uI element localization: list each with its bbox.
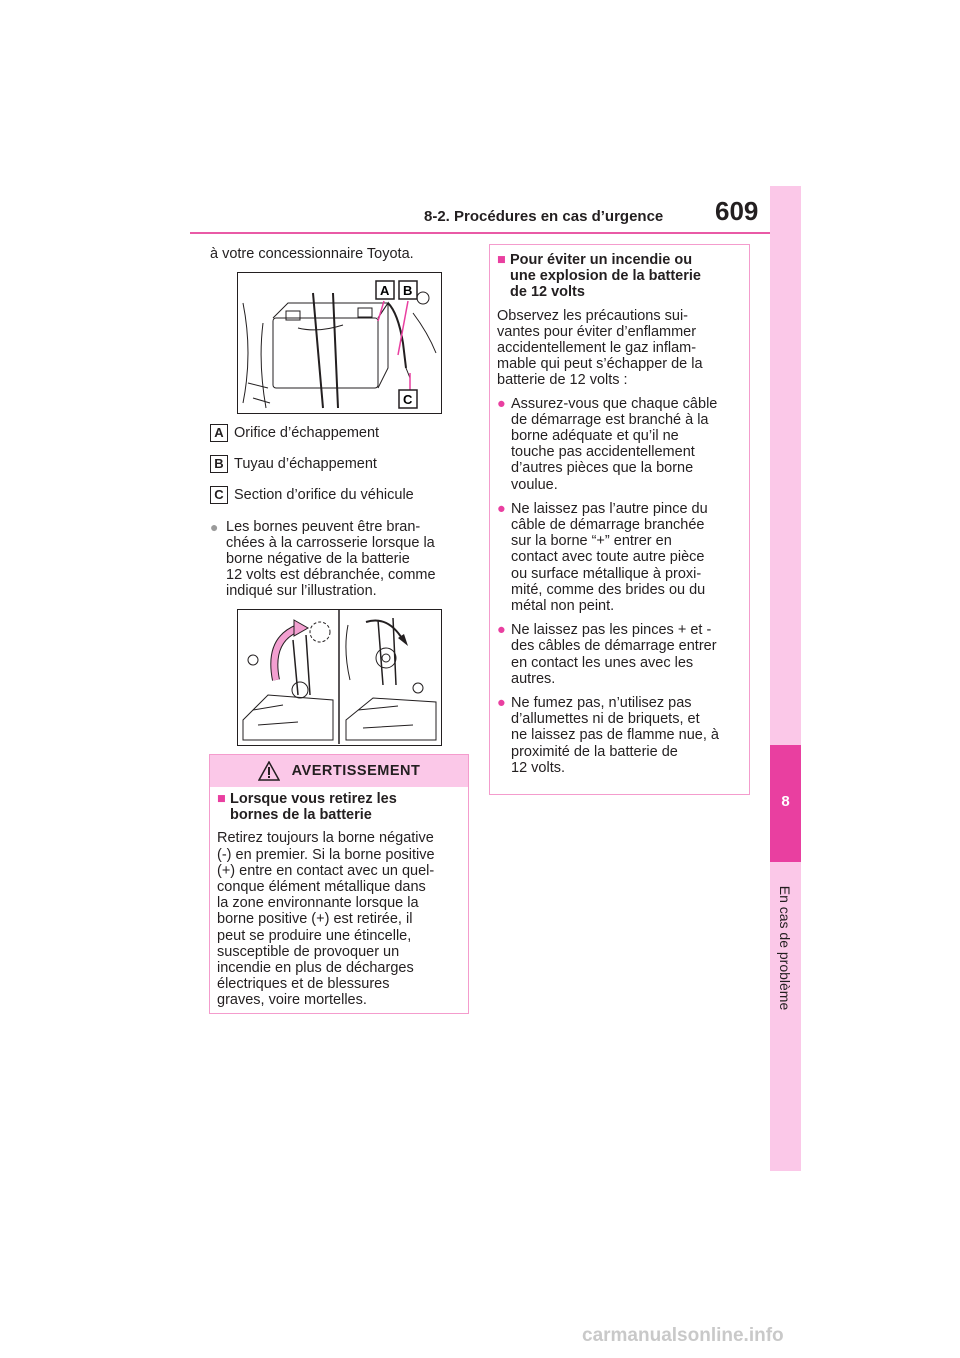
warning-line: la zone environnante lorsque la xyxy=(217,895,419,912)
subheading-line: Lorsque vous retirez les xyxy=(230,791,397,807)
fire-prevention-box xyxy=(489,244,750,795)
legend-letter-b: B xyxy=(210,455,228,473)
warning-line: Retirez toujours la borne négative xyxy=(217,830,434,847)
precaution-line: d’autres pièces que la borne xyxy=(511,460,694,477)
bullet-line: indiqué sur l’illustration. xyxy=(226,583,377,599)
battery-exhaust-illustration xyxy=(237,272,442,414)
warning-text xyxy=(217,830,460,1008)
chapter-label: En cas de problème xyxy=(777,885,793,1011)
precaution-line: touche pas accidentellement xyxy=(511,444,695,461)
bullet-text xyxy=(226,519,436,599)
intro-text: à votre concessionnaire Toyota. xyxy=(210,246,414,262)
precaution-line: proximité de la batterie de xyxy=(511,743,678,760)
precaution-line: Ne laissez pas les pinces + et - xyxy=(511,622,712,639)
warning-line: (+) entre en contact avec un quel- xyxy=(217,862,435,879)
legend-item-a xyxy=(210,424,379,442)
precaution-line: métal non peint. xyxy=(511,598,615,615)
precaution-item xyxy=(497,695,741,776)
pink-dot-icon: ● xyxy=(497,622,506,639)
warning-line: conque élément métallique dans xyxy=(217,879,426,896)
legend-text-b: Tuyau d’échappement xyxy=(234,456,377,472)
precaution-item xyxy=(497,622,741,687)
precaution-item xyxy=(497,396,741,493)
warning-title: AVERTISSEMENT xyxy=(291,763,421,779)
precaution-line: contact avec toute autre pièce xyxy=(511,549,705,566)
legend-text-c: Section d’orifice du véhicule xyxy=(234,487,414,503)
chapter-label-tab xyxy=(770,880,801,1030)
legend-text-a: Orifice d’échappement xyxy=(234,425,380,441)
warning-line: peut se produire une étincelle, xyxy=(217,927,412,944)
subheading-line: de 12 volts xyxy=(510,284,585,301)
warning-subheading xyxy=(217,791,460,823)
pink-dot-icon: ● xyxy=(497,500,506,517)
precaution-line: ne laissez pas de flamme nue, à xyxy=(511,727,719,744)
page-number: 609 xyxy=(715,196,759,226)
pink-dot-icon: ● xyxy=(497,695,506,712)
terminal-connection-drawing xyxy=(238,610,440,744)
warning-line: incendie en plus de décharges xyxy=(217,960,414,977)
bullet-line: 12 volts est débranchée, comme xyxy=(226,567,436,583)
bullet-dot-icon: ● xyxy=(210,519,219,535)
warning-triangle-icon xyxy=(258,761,280,781)
warning-box xyxy=(209,754,469,1014)
precaution-line: câble de démarrage branchée xyxy=(511,517,705,534)
warning-line: borne positive (+) est retirée, il xyxy=(217,911,413,928)
bullet-item xyxy=(210,519,460,599)
bullet-line: Les bornes peuvent être bran- xyxy=(226,519,421,535)
square-bullet-icon: ■ xyxy=(217,791,226,807)
terminal-connection-illustration xyxy=(237,609,442,746)
precaution-line: Ne fumez pas, n’utilisez pas xyxy=(511,695,692,712)
precaution-line: sur la borne “+” entrer en xyxy=(511,533,672,550)
precaution-line: des câbles de démarrage entrer xyxy=(511,638,717,655)
intro-line: accidentellement le gaz inflam- xyxy=(497,340,697,357)
figure-label-c: C xyxy=(403,392,413,407)
precaution-line: mité, comme des brides ou du xyxy=(511,581,706,598)
subheading-line: une explosion de la batterie xyxy=(510,268,701,285)
precaution-line: voulue. xyxy=(511,476,558,493)
precaution-line: ou surface métallique à proxi- xyxy=(511,565,702,582)
square-bullet-icon: ■ xyxy=(497,252,506,268)
terminal-bullet xyxy=(210,519,460,599)
figure-label-a: A xyxy=(380,283,390,298)
warning-line: (-) en premier. Si la borne positive xyxy=(217,846,435,863)
legend-item-c xyxy=(210,486,414,504)
precaution-line: 12 volts. xyxy=(511,759,565,776)
legend-item-b xyxy=(210,455,377,473)
warning-body xyxy=(210,787,468,1009)
subheading-line: bornes de la batterie xyxy=(230,807,372,824)
precaution-line: autres. xyxy=(511,670,556,687)
figure-label-b: B xyxy=(403,283,413,298)
intro-line: vantes pour éviter d’enflammer xyxy=(497,323,697,340)
fire-prevention-intro xyxy=(497,308,741,389)
warning-line: électriques et de blessures xyxy=(217,976,390,993)
precaution-line: d’allumettes ni de briquets, et xyxy=(511,711,700,728)
bullet-line: borne négative de la batterie xyxy=(226,551,410,567)
warning-line: graves, voire mortelles. xyxy=(217,992,367,1009)
subheading-line: Pour éviter un incendie ou xyxy=(510,252,693,268)
precaution-item xyxy=(497,501,741,614)
warning-line: susceptible de provoquer un xyxy=(217,943,400,960)
intro-line: mable qui peut s’échapper de la xyxy=(497,356,703,373)
battery-exhaust-drawing xyxy=(238,273,440,412)
precaution-line: en contact les unes avec les xyxy=(511,654,694,671)
precaution-line: borne adéquate et qu’il ne xyxy=(511,428,679,445)
chapter-number-tab: 8 xyxy=(770,745,801,862)
pink-dot-icon: ● xyxy=(497,395,506,412)
intro-line: Observez les précautions sui- xyxy=(497,307,688,324)
precaution-line: Ne laissez pas l’autre pince du xyxy=(511,500,708,517)
precaution-line: de démarrage est branché à la xyxy=(511,411,709,428)
legend-letter-a: A xyxy=(210,424,228,442)
watermark[interactable]: carmanualsonline.info xyxy=(582,1325,784,1346)
legend-letter-c: C xyxy=(210,486,228,504)
fire-prevention-subheading xyxy=(497,252,741,301)
precaution-line: Assurez-vous que chaque câble xyxy=(511,395,718,412)
header-rule xyxy=(190,232,770,234)
bullet-line: chées à la carrosserie lorsque la xyxy=(226,535,435,551)
warning-header xyxy=(210,755,468,787)
section-title: 8-2. Procédures en cas d’urgence xyxy=(424,208,664,225)
intro-line: batterie de 12 volts : xyxy=(497,372,628,389)
